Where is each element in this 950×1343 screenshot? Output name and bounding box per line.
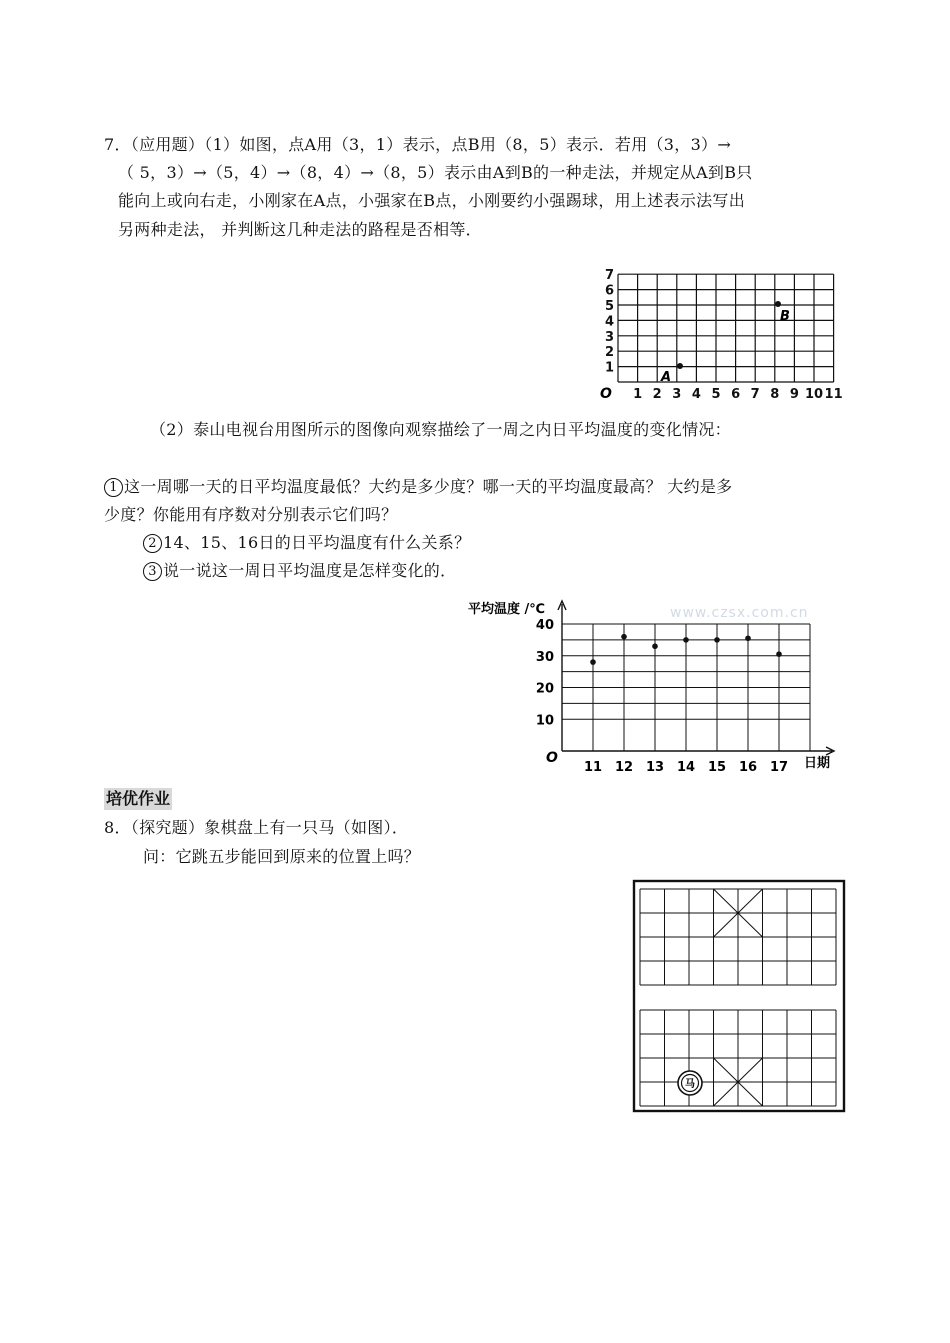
q7-sub-1-line-a — [104, 475, 733, 499]
point-b — [775, 301, 781, 307]
grid-y-tick: 1 — [604, 360, 614, 376]
grid-x-tick: 2 — [652, 387, 662, 402]
chart-data-point — [776, 651, 782, 657]
q7-line-2: （ 5，3）→（5，4）→（8，4）→（8，5）表示由A到B的一种走法，并规定从A到B只 — [118, 163, 753, 182]
chart-data-point — [745, 635, 751, 641]
grid-y-tick: 2 — [604, 345, 614, 361]
sub-2-number: 2 — [143, 534, 162, 553]
grid-x-tick: 1 — [633, 387, 643, 402]
q7-part-2: （2）泰山电视台用图所示的图像向观察描绘了一周之内日平均温度的变化情况： — [150, 420, 731, 439]
chart-x-tick: 11 — [583, 760, 603, 775]
horse-piece — [678, 1071, 702, 1095]
coordinate-grid-figure — [596, 258, 856, 408]
chart-watermark: www.czsx.com.cn — [670, 605, 809, 621]
grid-x-tick: 3 — [672, 387, 682, 402]
grid-y-tick-labels — [605, 268, 614, 375]
grid-x-tick: 6 — [731, 387, 741, 402]
grid-x-tick: 7 — [750, 387, 760, 402]
board-grid-lines — [640, 889, 836, 1106]
chart-data-point — [714, 637, 720, 643]
chart-x-tick: 16 — [738, 760, 758, 775]
grid-x-tick: 9 — [789, 387, 799, 402]
chart-x-tick: 13 — [645, 760, 665, 775]
grid-y-tick: 3 — [604, 329, 614, 345]
temperature-chart — [466, 596, 846, 776]
chart-x-tick: 14 — [676, 760, 696, 775]
section-heading: 培优作业 — [106, 789, 171, 808]
chart-y-tick-labels — [536, 618, 554, 728]
grid-x-tick: 10 — [804, 387, 824, 402]
chart-grid — [562, 624, 810, 751]
chart-data-point — [683, 637, 689, 643]
chart-y-tick: 20 — [535, 681, 554, 697]
chart-y-tick: 10 — [535, 713, 554, 729]
q8-line-2: 问：它跳五步能回到原来的位置上吗？ — [143, 847, 421, 866]
grid-x-tick: 11 — [824, 387, 843, 402]
chart-x-tick: 17 — [769, 760, 789, 775]
q7-sub-2 — [143, 531, 470, 555]
q7-line-4: 另两种走法， 并判断这几种走法的路程是否相等． — [118, 220, 482, 239]
point-b-label: B — [780, 309, 790, 324]
board-outer-frame — [634, 881, 844, 1111]
chart-x-tick: 12 — [614, 760, 634, 775]
horse-label: 马 — [685, 1079, 695, 1090]
q7-line-1: 7．（应用题）（1）如图，点A用（3，1）表示，点B用（8，5）表示．若用（3，3）→ — [104, 135, 732, 154]
grid-y-tick: 5 — [604, 299, 614, 314]
point-a-label: A — [661, 370, 672, 385]
sub-2-text: 14、15、16日的日平均温度有什么关系？ — [163, 533, 471, 552]
chart-y-tick: 40 — [535, 618, 554, 633]
chart-x-tick: 15 — [707, 760, 727, 775]
chart-ylabel: 平均温度 /℃ — [468, 602, 546, 617]
sub-1-text: 这一周哪一天的日平均温度最低？大约是多少度？哪一天的平均温度最高？ 大约是多 — [124, 477, 733, 496]
grid-x-tick: 4 — [691, 387, 701, 402]
grid-origin-label: O — [600, 386, 612, 402]
grid-lines — [618, 274, 834, 382]
chart-xlabel: 日期 — [804, 756, 831, 771]
grid-y-tick: 6 — [604, 283, 614, 299]
grid-x-tick-labels — [633, 387, 843, 402]
chart-data-point — [652, 643, 658, 649]
grid-y-tick: 4 — [604, 314, 614, 330]
chart-data-point — [621, 634, 627, 640]
chart-y-tick: 30 — [535, 649, 554, 665]
sub-1-number: 1 — [104, 478, 123, 497]
q7-line-3: 能向上或向右走，小刚家在A点，小强家在B点，小刚要约小强踢球，用上述表示法写出 — [118, 191, 746, 210]
chart-x-tick-labels — [584, 760, 788, 775]
q7-sub-1-line-b: 少度？你能用有序数对分别表示它们吗？ — [104, 505, 398, 524]
sub-3-text: 说一说这一周日平均温度是怎样变化的． — [163, 561, 457, 580]
chart-data-point — [590, 659, 596, 665]
point-a — [677, 363, 683, 369]
chart-origin-label: O — [546, 750, 558, 766]
chess-board-figure — [632, 879, 848, 1115]
q7-sub-3 — [143, 559, 456, 583]
sub-3-number: 3 — [143, 562, 162, 581]
grid-x-tick: 8 — [770, 387, 780, 402]
grid-y-tick: 7 — [604, 268, 614, 284]
grid-x-tick: 5 — [711, 387, 721, 402]
q8-line-1: 8．（探究题）象棋盘上有一只马（如图）． — [104, 818, 409, 837]
